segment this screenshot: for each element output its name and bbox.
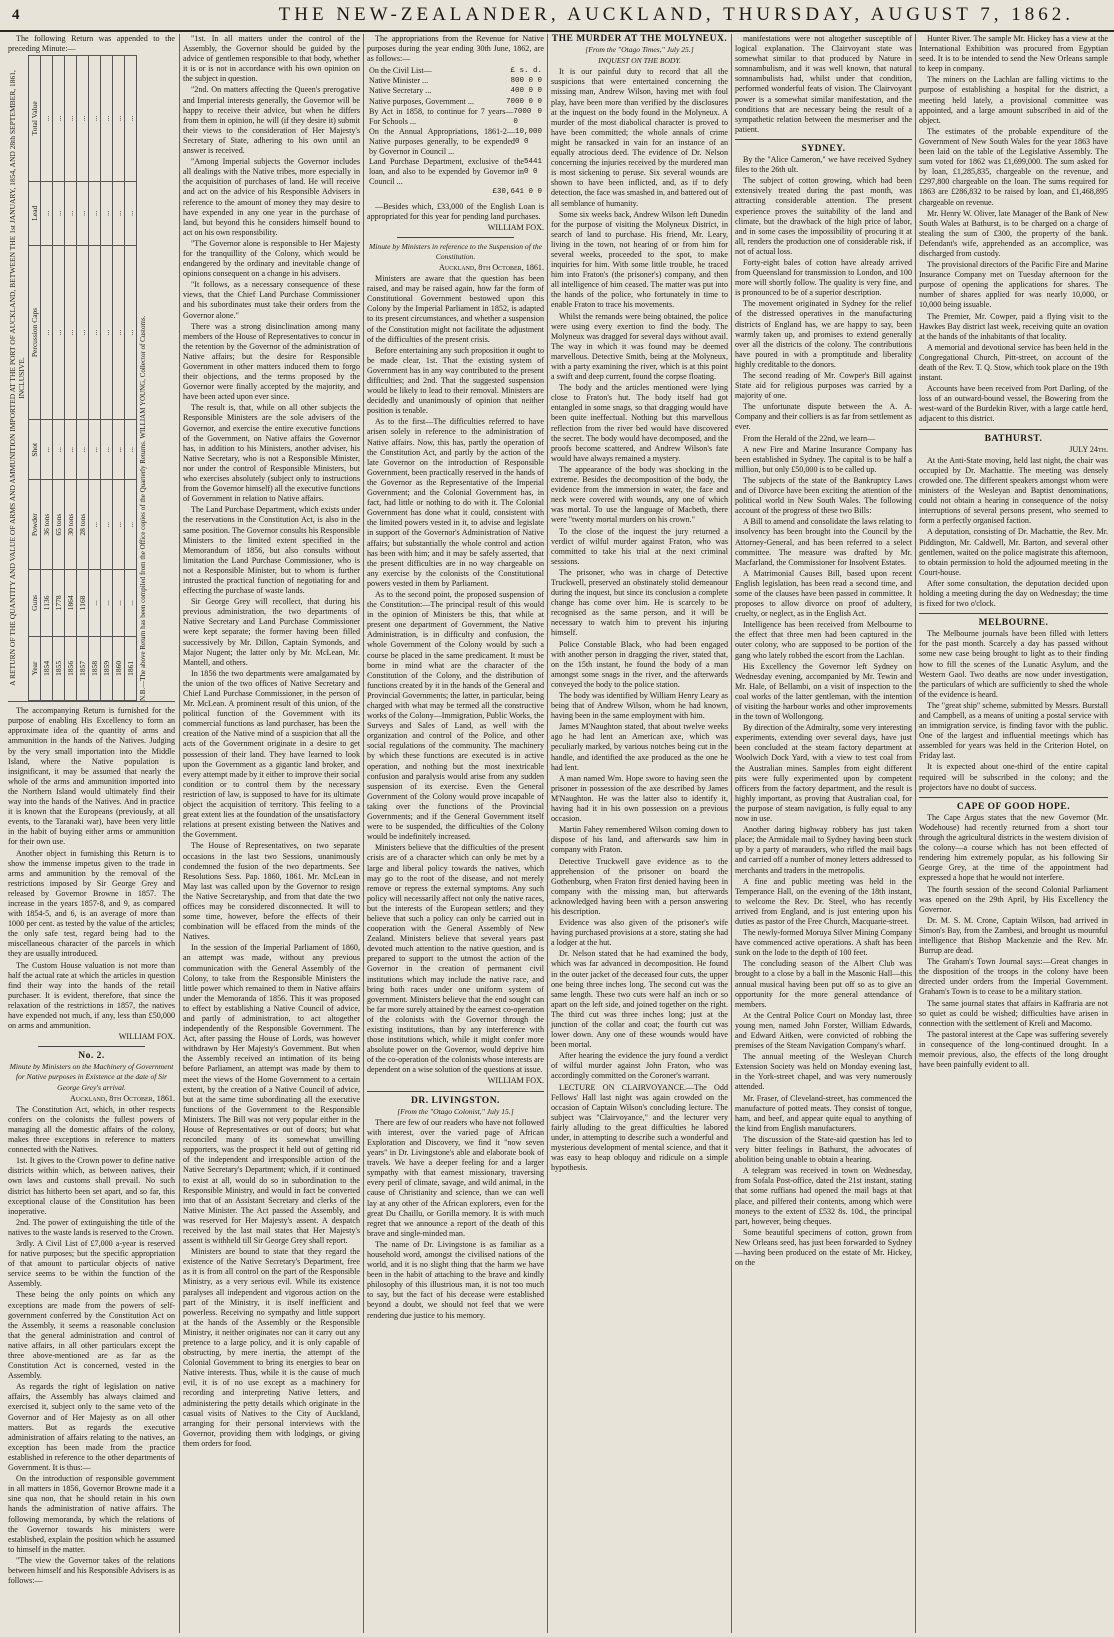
- paragraph: The newly-formed Moruya Silver Mining Company have commenced active operations. A shaft has been sunk on the lode to the depth of 100 feet.: [735, 928, 912, 958]
- return-intro: The following Return was appended to the preceding Minute:—: [8, 34, 175, 54]
- columns: [8, 34, 1108, 1633]
- appropriation-amount: 10,000 0 0: [514, 127, 542, 146]
- table-header: Shot: [29, 420, 41, 480]
- signature: WILLIAM FOX.: [487, 1076, 544, 1086]
- table-caption: A RETURN OF THE QUANTITY AND VALUE OF ARMS AND AMMUNITION IMPORTED AT THE PORT OF AUCKLAND, BETWEEN THE 1st JANUARY, 1854, AND 28th SEPTEMBER, 1861, INCLUSIVE.: [8, 70, 26, 687]
- paragraph: After hearing the evidence the jury found a verdict of wilful murder against John Fraton, who was accordingly committed on the Coroner's warrant.: [551, 1051, 728, 1081]
- table-cell: 1864: [65, 570, 77, 637]
- paragraph: Some beautiful specimens of cotton, grown from New Orleans seed, has just been forwarded to Sydney—having been produced on the estate of Mr. Hickey, on the: [735, 1227, 912, 1268]
- paragraph: The appropriations from the Revenue for Native purposes during the year ending 30th June, 1862, are as follows:—: [367, 34, 544, 64]
- paragraph: The subjects of the state of the Bankruptcy Laws and of Divorce have been exciting the attention of the political world in New South Wales. The following account of the progress of these two Bills:: [735, 475, 912, 516]
- divider: [367, 1091, 544, 1092]
- paragraph: The provisional directors of the Pacific Fire and Marine Insurance Company met on Tuesday afternoon for the purpose of opening the applications for shares. The number of shares applied for was nearly 10,000, or 10,000 being issuable.: [919, 260, 1108, 310]
- appropriation-row: [367, 107, 544, 127]
- appropriation-amount: 800 0 0: [510, 77, 542, 86]
- table-cell: ...: [113, 420, 125, 480]
- appropriation-label: On the Civil List—: [369, 66, 432, 76]
- table-cell: ...: [113, 245, 125, 419]
- minute-title: Minute by Ministers in reference to the Suspension of the Constitution.: [368, 241, 542, 261]
- paragraph: The concluding season of the Albert Club was brought to a close by a ball in the Masonic Hall—this annual musical having been put off so as to give an opportunity for the more general attendance of members.: [735, 959, 912, 1009]
- appropriation-amount: £ s. d.: [510, 67, 542, 76]
- paragraph: Ministers believe that the difficulties of the present crisis are of a character which can only be met by a large and liberal policy towards the natives, which may go to the root of the disease, and not merely remove or repress the external symptoms. Any such policy will necessarily affect not only the native races, but the interests of the European settlers; and they believe that such a policy can only be carried out in cooperation with the General Assembly of New Zealand. Ministers believe that several years past devoted much attention to the native question, and is prepared to support to the utmost the action of the Governor in the creation of permanent civil institutions which may include the native race, and bring both races under one uniform system of government. Ministers believe that the end sought can be far more surely attained by the earnest co-operation of the colonists with the Governor through the existing institutions, than by any interference with those institutions which, while it might confer more absolute power on the Governor, would deprive him of the co-operation of the colonists whose interests are dependent on a wise solution of the questions at issue.: [367, 843, 544, 1075]
- paragraph: There was a strong disinclination among many members of the House of Representatives to concur in the retention by the Governor of the administration of Native affairs; but the desire for Responsible Government in other matters induced them to forgo their objections, and the terms proposed by the Governor were finally accepted by the majority, and have been acted upon ever since.: [183, 321, 360, 402]
- article-headline: MELBOURNE.: [978, 618, 1049, 629]
- paragraph: Sir George Grey will recollect, that during his previous administration, the two departments of Native Secretary and Land Purchase Commissioner were kept separate; the former having been filled successively by Mr. Dillon, Captain Symonds, and Major Nugent; the latter only by Mr. McLean, Mr. Mantell, and others.: [183, 597, 360, 667]
- paragraph: Police Constable Black, who had been engaged with another person in dragging the river, stated that, on the 15th instant, he found the body of a man amongst some snags in the river, and the afterwards conveyed the body to the police station.: [551, 639, 728, 689]
- paragraph: The Custom House valuation is not more than half the actual rate at which the articles in question find their way into the hands of the retail purchaser. It is evident, therefore, that since the relaxation of the restrictions in 1857, the natives have expended not much, if any, less than £50,000 on arms and ammunition.: [8, 960, 175, 1031]
- table-row: [125, 56, 137, 701]
- table-cell: ...: [113, 480, 125, 570]
- article-headline: CAPE OF GOOD HOPE.: [956, 801, 1071, 812]
- column-2: [183, 34, 360, 1633]
- paragraph: The House of Representatives, on two separate occasions in the last two Sessions, unanimously condemned the fusion of the two departments. See Resolutions Sess. Pap. 1860, 1861. Mr. McLean in May last was called upon by the Governor to resign the Native Secretaryship, and from that date the two offices may be considered disconnected. It will to some time, however, before the effects of their combination will be effaced from the minds of the Natives.: [183, 841, 360, 942]
- paragraph: From the Herald of the 22nd, we learn—: [743, 433, 876, 443]
- paragraph: The Constitution Act, which, in other respects confers on the colonists the fullest powers of managing all the domestic affairs of the colony, makes three exceptions in reference to matters connected with the Natives.: [8, 1104, 175, 1155]
- table-row: [77, 56, 89, 701]
- paragraph: 2nd. The power of extinguishing the title of the natives to the waste lands is reserved to the Crown.: [8, 1217, 175, 1237]
- article-headline: SYDNEY.: [801, 143, 846, 154]
- dateline: JULY 24th.: [1069, 444, 1108, 454]
- page-number: 4: [12, 6, 20, 23]
- paragraph: Accounts have been received from Port Darling, of the loss of an outward-bound vessel, the Bowering from the west-ward of the Burdekin River, with a large cattle herd, adjacent to this district.: [919, 384, 1108, 424]
- table-cell: ...: [77, 245, 89, 419]
- paragraph: Some six weeks back, Andrew Wilson left Dunedin for the purpose of visiting the Molyneux District, in search of land to purchase. His friend, Mr. Leary, living in the town, not hearing of or from him for several weeks, proceeded to the spot, to make inquiries for him. With some little trouble, he traced him into Fraton's (the prisoner's) company, and then all intelligence of him ceased. The matter was put into the hands of the police, who fortunately in time to enable Fraton to trace his movements.: [551, 209, 728, 310]
- table-cell: 1856: [65, 637, 77, 701]
- column-rule: [179, 34, 180, 1633]
- paragraph: James M'Naughton stated, that about twelve weeks ago he had lent an American axe, which was peculiarly marked, by various notches being cut in the handle, and identified the axe produced as the one he had lent.: [551, 722, 728, 772]
- appropriation-amount: 7000 0 0: [505, 97, 542, 106]
- paragraph: The movement originated in Sydney for the relief of the distressed operatives in the manufacturing districts of England has, we are happy to say, been warmly taken up, and promises to extend generally over all the districts of the colony. The contributions have poured in with a promptitude and liberality highly creditable to the donors.: [735, 299, 912, 369]
- appropriation-row: [367, 157, 544, 187]
- paragraph: 3rdly. A Civil List of £7,000 a-year is reserved for native purposes; but the specific appropriation of that amount to particular objects of native service seems to be within the function of the Assembly.: [8, 1238, 175, 1289]
- appropriation-label: Native Minister ...: [369, 76, 429, 86]
- table-cell: ...: [89, 420, 101, 480]
- paragraph: The accompanying Return is furnished for the purpose of enabling His Excellency to form an approximate idea of the quantity of arms and ammunition in the hands of the Natives. Judging by the very small importation into the Middle Island, where the Native population is insignificant, it may be assumed that nearly the whole of the arms and ammunition imported into the Northern Island would ultimately find their way into the hands of the Natives. And in practice it is known that the Europeans (previously, at all events, to the Taranaki war), have been very little in the habit of buying either arms or ammunition for their own use.: [8, 706, 175, 847]
- table-cell: ...: [125, 420, 137, 480]
- divider: [919, 613, 1108, 614]
- table-cell: ...: [65, 181, 77, 245]
- paragraph: By the "Alice Cameron," we have received Sydney files to the 26th ult.: [735, 155, 912, 175]
- table-cell: ...: [113, 56, 125, 182]
- appropriation-amount: 7000 0 0: [513, 107, 542, 126]
- table-cell: 1860: [113, 637, 125, 701]
- table-cell: ...: [77, 181, 89, 245]
- article-subheading: INQUEST ON THE BODY.: [598, 56, 681, 66]
- paragraph: Hunter River. The sample Mr. Hickey has a view at the International Exhibition was procured from Egyptian seed. It is to be intended to send the New Orleans sample to keep in company.: [919, 34, 1108, 74]
- appropriation-total: £30,641 0 0: [492, 188, 542, 197]
- paragraph: As to the second point, the proposed suspension of the Constitution:—The principal result of this would in the opinion of Ministers be this, that while at present one department of Government, the Native Administration, is in difficulty and confusion, the whole Government of the Colony would by such a course be placed in the same predicament. It must be borne in mind what are the character of the Constitution of the Colony, and the distribution of functions created by it in the hands of the General and Provincial Governments; the latter, in particular, being charged with what may be termed all the constructive works of the Colony—Immigration, Public Works, the Surveys and Sales of Land, as well with the organization and control of the Police, and other social regulations of the community. The machinery by which these functions are executed is in active operation, and nothing but the most inextricable confusion and paralysis would arise from any sudden suspension of its exercise. Even the General Government of the Colony would prove incapable of taking over the functions of the Provincial Governments; and if the General Government itself were to be suspended, the difficulties of the Colony would be indefinitely increased.: [367, 589, 544, 842]
- signature: WILLIAM FOX.: [118, 1032, 175, 1042]
- paragraph: The estimates of the probable expenditure of the Government of New South Wales for the year 1863 have been laid on the table of the Legislative Assembly. The sum voted for 1862 was £1,699,000. The sum asked for by loan, £1,285,835, chargeable on the revenue, and £297,800 chargeable on the loan. The sums required for 1863 are £286,832 to be raised by loan, and £1,468,895 chargeable on revenue.: [919, 126, 1108, 207]
- paragraph: A Matrimonial Causes Bill, based upon recent English legislation, has been read a second time, and some of the clauses have been passed in committee. It proposes to allow divorce on proof of adultery, cruelty, or neglect, as in the English Act.: [735, 568, 912, 619]
- minute-date: Auckland, 8th October, 1861.: [439, 262, 544, 272]
- table-cell: 36 tons: [41, 480, 53, 570]
- column-5: [735, 34, 912, 1633]
- appropriation-row: [367, 86, 544, 96]
- article-source: [From the "Otago Times," July 25.]: [585, 45, 694, 55]
- paragraph: The unfortunate dispute between the A. A. Company and their colliers is as far from settlement as ever.: [735, 402, 912, 432]
- paragraph: The discussion of the State-aid question has led to very bitter feelings in Bathurst, the advocates of abolition being unable to obtain a hearing.: [735, 1134, 912, 1165]
- paragraph: Mr. Henry W. Oliver, late Manager of the Bank of New South Wales at Bathurst, is to be charged on a charge of stealing the sum of £300, the property of the bank. Defendant's wife, apprehended as an accomplice, was discharged from custody.: [919, 208, 1108, 258]
- column-6: [919, 34, 1108, 1633]
- paragraph: The annual meeting of the Wesleyan Church Extension Society was held on Monday evening last, in the York-street chapel, and was very numerously attended.: [735, 1052, 912, 1092]
- table-cell: ...: [125, 570, 137, 637]
- table-cell: ...: [53, 181, 65, 245]
- divider: [919, 797, 1108, 798]
- paragraph: It is our painful duty to record that all the suspicions that were entertained concerning the missing man, Andrew Wilson, having met with foul play, have been more than verified by the disclosures at the inquest on the body found in the Molyneux. A murder of the most diabolical character is proved to have been committed; the whole annals of crime might be ransacked in vain for an instance of an equally atrocious deed. The evidence of Dr. Nelson concerning the injuries received by the murdered man is most sickening to peruse. Six several wounds are shown to have been inflicted, and, as if to defy detection, the face was smashed in, and battered out of all semblance of humanity.: [551, 67, 728, 208]
- paragraph: In the session of the Imperial Parliament of 1860, an attempt was made, without any previous communication with the General Assembly of the Colony, to take from the Responsible Ministers the little power which remained to them in Native affairs under the Memoranda of 1856. This it was proposed to effect by establishing a Native Council of advice, and partly of administration, to act altogether independently of the Responsible Government. The Act, after passing the House of Lords, was however withdrawn by Her Majesty's Government. But when the Assembly received an intimation of its being before Parliament, an attempt was made by them to meet the views of the Home Government to a certain extent, by the creation of a Native Council of advice, but at the same time subordinating all the executive functions of the Government to the Responsible Ministers. The Bill was not very popular either in the House of Representatives or out of doors; but what reconciled many of its somewhat unwilling supporters, was the prospect it held out of getting rid of the independent and irresponsible action of the Native Secretary's Department; which, if it continued to exist at all, would do so in subordination to the Responsible Ministry, and would in fact be converted into that of an Assistant Secretary and clerks of the Native Minister. The Act passed the Assembly, and was reserved for Her Majesty's assent. A despatch received by the last mail states that Her Majesty's assent is withheld till Sir George Grey shall report.: [183, 943, 360, 1246]
- appropriation-label: By Act in 1858, to continue for 7 years—For Schools ...: [369, 106, 514, 126]
- divider: [735, 139, 912, 140]
- table-header: Guns: [29, 570, 41, 637]
- minute-date: Auckland, 8th October, 1861.: [70, 1093, 175, 1103]
- paragraph: The body was identified by William Henry Leary as being that of Andrew Wilson, whom he had known, having been in the same employment with him.: [551, 691, 728, 721]
- table-row: [89, 56, 101, 701]
- signature: WILLIAM FOX.: [487, 222, 544, 232]
- paragraph: Dr. M. S. M. Crone, Captain Wilson, had arrived in Simon's Bay, from the Zambesi, and brought us mournful intelligence that Bishop Mackenzie and the Rev. Mr. Burrup are dead.: [919, 915, 1108, 956]
- table-cell: ...: [125, 480, 137, 570]
- paragraph: manifestations were not altogether susceptible of logical explanation. The Clairvoyant state was somewhat similar to that produced by Nature in somnambulism, and it was well known, that natural somnambulists had, whilst under that condition, performed wonderful feats of vision. The Clairvoyant power is a somewhat similar manifestation, and the conditions that are necessary being the result of a sympathetic relation between the mesmeriser and the patient.: [735, 34, 912, 134]
- divider: [919, 429, 1108, 430]
- paragraph: At the Central Police Court on Monday last, three young men, named John Forster, William Edwards, and Edward Aitken, were convicted of robbing the premises of the Steam Navigation Company's wharf.: [735, 1010, 912, 1051]
- table-row: [113, 56, 125, 701]
- paragraph: In 1856 the two departments were amalgamated by the union of the two offices of Native Secretary and Chief Land Purchase Commissioner, in the person of Mr. McLean. A prominent result of this union, of the political function of the Government with its commercial functions as land purchaser, has been the creation of the Native mind of a suspicion that all the acts of the Government originate in a desire to get possession of their land. They have learned to look upon the Government as a gigantic land broker, and every attempt made by it either to improve their social condition or to control them by the necessary restriction of law, is supposed to have for its ultimate object the acquisition of territory. This feeling to a great extent lies at the foundation of the unsatisfactory relations at present existing between the Natives and the Government.: [183, 668, 360, 840]
- paragraph: At the Anti-State moving, held last night, the chair was occupied by Dr. Machattie. The meeting was densely crowded one. The different speakers amongst whom were ministers of the Wesleyan and Baptist denominations, could not obtain a hearing in consequence of the noisy interruptions of several persons present, who seemed to form a perfectly organised faction.: [919, 455, 1108, 526]
- table-cell: ...: [125, 245, 137, 419]
- paragraph: As regards the right of legislation on native affairs, the Assembly has always claimed and exercised it, subject only to the same veto of the Governor and of Her Majesty as on all other matters. But as regards the executive administration of affairs relating to the natives, an exception has been made from the practice established in reference to the other departments of Government. It is thus:—: [8, 1382, 175, 1473]
- column-1: [8, 34, 175, 1633]
- paragraph: Forty-eight bales of cotton have already arrived from Queensland for transmission to London, and 100 more will shortly follow. The quality is very fine, and is pronounced to be of a superior description.: [735, 257, 912, 298]
- appropriation-amount: 400 0 0: [510, 87, 542, 96]
- table-cell: ...: [101, 480, 113, 570]
- column-rule: [363, 34, 364, 1633]
- paragraph: On the introduction of responsible government in all matters in 1856, Governor Browne made it a sine qua non, that he should retain in his own hands the administration of native affairs. The following memoranda, by which the relations of the Governor towards his ministers were established, explain the position which he assumed to himself in the matter.: [8, 1474, 175, 1554]
- table-cell: 1136: [41, 570, 53, 637]
- paragraph: 1st. It gives to the Crown power to define native districts within which, as between natives, their own laws and customs shall prevail. No such district has hitherto been set apart, and so far, this exceptional clause of the Constitution has been inoperative.: [8, 1156, 175, 1216]
- arms-return-table: [8, 55, 175, 701]
- table-cell: 1859: [101, 637, 113, 701]
- paragraph: The fourth session of the second Colonial Parliament was opened on the 29th April, by His Excellency the Governor.: [919, 884, 1108, 914]
- paragraph: "1st. In all matters under the control of the Assembly, the Governor should be guided by the advice of gentlemen responsible to that body, whether it is or is not in accordance with his own opinion on the subject in question.: [183, 34, 360, 84]
- paragraph: After some consultation, the deputation decided upon holding a meeting during the day on Wednesday; the time is fixed for two o'clock.: [919, 578, 1108, 609]
- table-cell: 1857: [77, 637, 89, 701]
- paragraph: As to the first—The difficulties referred to have arisen solely in reference to the administration of Native affairs. Now, this has, partly the operation of the Constitution Act, and partly by the action of the late Governor on the introduction of Responsible Government, been practically reserved in the hands of the Governor as the Representative of the Imperial Government; and the Colonial Government has, in fact, had little or nothing to do with it. The Colonial Government has done what it could, consistent with the limited powers vested in it, to advise and legislate in support of the Governor's Administration of Native affairs; but substantially the whole control and action has been with him; and it may be safely asserted, that the present difficulties are in no way chargeable on any exercise by the colonists of the Constitutional powers vested in them by Parliament.: [367, 417, 544, 588]
- paragraph: "2nd. On matters affecting the Queen's prerogative and Imperial interests generally, the Governor will be happy to receive their advice, but when he differs from them in opinion, he will (if they desire it) submit their views to the consideration of Her Majesty's Secretary of State, adhering to his own until an answer is received.: [183, 85, 360, 156]
- table-cell: ...: [101, 56, 113, 182]
- table-cell: 30 tons: [65, 480, 77, 570]
- column-rule: [547, 34, 548, 1633]
- table-cell: ...: [77, 420, 89, 480]
- table-cell: ...: [53, 420, 65, 480]
- paragraph: The miners on the Lachlan are falling victims to the purpose of establishing a hospital for the district, a meeting held lately, a provisional committee was appointed, and a large amount subscribed in aid of the object.: [919, 75, 1108, 125]
- data-table: [28, 55, 137, 701]
- paragraph: The Premier, Mr. Cowper, paid a flying visit to the Hawkes Bay district last week, receiving quite an ovation at the hands of the inhabitants of that locality.: [919, 311, 1108, 341]
- table-header: Lead: [29, 181, 41, 245]
- paragraph: The subject of cotton growing, which had been extensively treated during the past month, was attracting considerable attention. The present experience proves the suitability of the land and climate, but the drawback of the high price of labor, and in some cases the impossibility of procuring it at all, renders the production one of considerable risk, if not of actual loss.: [735, 176, 912, 256]
- paragraph: His Excellency the Governor left Sydney on Wednesday evening, accompanied by Mr. Tewin and Mr. Hale, of Bellambi, on a visit of inspection to the coal works of the latter gentleman, with the intention of visiting the harbour works and other improvements in the town of Wollongong.: [735, 661, 912, 722]
- paragraph: A new Fire and Marine Insurance Company has been established in Sydney. The capital is to be half a million, but only £50,000 is to be called up.: [735, 444, 912, 474]
- column-3: [367, 34, 544, 1633]
- table-cell: ...: [101, 420, 113, 480]
- table-cell: ...: [41, 56, 53, 182]
- table-row: [41, 56, 53, 701]
- paragraph: A memorial and devotional service has been held in the Congregational Church, Pitt-street, on account of the death of the Rev. T. Q. Stow, which took place on the 19th instant.: [919, 342, 1108, 383]
- table-cell: ...: [101, 245, 113, 419]
- table-cell: ...: [89, 570, 101, 637]
- article-headline: BATHURST.: [984, 433, 1043, 444]
- table-row: [101, 56, 113, 701]
- column-rule: [915, 34, 916, 1633]
- paragraph: The second reading of Mr. Cowper's Bill against State aid for religious purposes was carried by a majority of one.: [735, 371, 912, 401]
- table-cell: ...: [65, 56, 77, 182]
- paragraph: "The view the Governor takes of the relations between himself and his Responsible Advisers is as follows:—: [8, 1555, 175, 1586]
- paragraph: "The Governor alone is responsible to Her Majesty for the tranquillity of the Colony, which would be endangered by the ordinary and inevitable change of opinions consequent on a change in his advisers.: [183, 238, 360, 279]
- paragraph: The same journal states that affairs in Kaffraria are not so quiet as could be wished; difficulties have arisen in connection with the settlement of Kreli and Macomo.: [919, 998, 1108, 1028]
- paragraph: The Cape Argus states that the new Governor (Mr. Wodehouse) had recently returned from a short tour through the agricultural districts in the western division of the colony—a course which has not been effected of rendering him extremely popular, as his following Sir George Grey, at the time of the appointment had expressed a hope that he would not interfere.: [919, 812, 1108, 883]
- paragraph: Ministers are aware that the question has been raised, and may be raised again, how far the form of Constitutional Government bestowed upon this Colony by the Imperial Parliament in 1852, is adapted to its present circumstances, and whether a suspension of the Constitution might not facilitate the adjustment of the difficulties of the present crisis.: [367, 274, 544, 344]
- appropriation-total-row: [367, 187, 544, 197]
- paragraph: Detective Truckwell gave evidence as to the apprehension of the prisoner on board the Gothenburg, when Fraton first denied having been in company with the missing man, but afterwards acknowledged having been with a person answering his description.: [551, 856, 728, 916]
- table-cell: ...: [125, 56, 137, 182]
- table-cell: ...: [89, 480, 101, 570]
- article-headline: THE MURDER AT THE MOLYNEUX.: [551, 34, 728, 44]
- masthead: [0, 0, 1114, 32]
- paragraph: The appearance of the body was shocking in the extreme. Besides the decomposition of the body, the evidence from the immersion in water, the face and neck were covered with wounds, any one of which was mortal. To use the language of Macbeth, there were "twenty mortal murders on his crown.": [551, 464, 728, 525]
- paragraph: The Graham's Town Journal says:—Great changes in the disposition of the troops in the colony have been directed under orders from the Imperial Government. Graham's Town is to cease to be a military station.: [919, 957, 1108, 997]
- table-cell: ...: [41, 245, 53, 419]
- table-cell: ...: [65, 420, 77, 480]
- paragraph: The Melbourne journals have been filled with letters for the past month. Scarcely a day has passed without some new case being brought to light as to their finding how to fill the scenes of the Lunatic Asylum, and the Western Gaol. Two deaths are now under investigation, the particulars of which are sufficiently to shed the whole of the evidence is heard.: [919, 629, 1108, 699]
- paragraph: Martin Fahey remembered Wilson coming down to dispose of his land, and afterwards saw him in company with Fraton.: [551, 825, 728, 855]
- table-cell: 1778: [53, 570, 65, 637]
- table-cell: ...: [89, 245, 101, 419]
- paragraph: Another object in furnishing this Return is to show the immense impetus given to the trade in arms and ammunition by the removal of the restrictions imposed by Sir George Grey and released by Governor Browne in 1857. The increase in the years 1857-8, and 9, as compared with 1854-5, and 6, is an average of more than 1000 per cent. as tested by the value of the articles; the only safe test, regard being had to the miscellaneous character of the parcels in which they are usually introduced.: [8, 848, 175, 959]
- table-cell: ...: [125, 181, 137, 245]
- appropriation-label: On the Annual Appropriations, 1861-2—Native purposes generally, to be expended by Governor in Council ...: [369, 126, 515, 157]
- paragraph: There are few of our readers who have not followed with interest, over the varied page of African Exploration and Discovery, we find it "now seven years" in Dr. Livingstone's able and elaborate book of travels. We have a deeper feeling for and a larger sympathy with that earnest missionary, traversing every peril of climate, savage, and wild animal, in the cause of Christianity and science, than we can well lay at any other of the African explorers, even for the great Du Chaillu, or Gorilla memory. It is with much regret that we announce a report of the death of this brave and single-minded man.: [367, 1117, 544, 1238]
- table-cell: ...: [77, 56, 89, 182]
- paragraph: Mr. Fraser, of Cleveland-street, has commenced the manufacture of potted meats. They consist of tongue, ham, and beef, and appear quite equal to anything of the kind from English manufacturers.: [735, 1093, 912, 1133]
- appropriations-table: [367, 66, 544, 197]
- table-row: [65, 56, 77, 701]
- paragraph: Before entertaining any such proposition it ought to be made clear, 1st. That the existing system of Government has in any way contributed to the present difficulties; and 2nd. That the suggested suspension would be likely to lead to their removal. Ministers are decidedly and unanimously of opinion that neither position is tenable.: [367, 345, 544, 416]
- paragraph: By direction of the Admiralty, some very interesting experiments, extending over several days, have just been concluded at the steam factory department at Woolwich Dock Yard, with a view to test coal from the Australian mines. Samples from eight different pits were fully experimented upon by competent officers from the factory department, and the result is highly important, as proving that Australian coal, for the purpose of steam navigation, is fully equal to any now in use.: [735, 723, 912, 824]
- column-rule: [731, 34, 732, 1633]
- paragraph: A fine and public meeting was held in the Temperance Hall, on the evening of the 18th instant, to welcome the Rev. Dr. Steel, who has recently arrived from England, and is just entering upon his duties as pastor of the Free Church, Macquarie-street.: [735, 876, 912, 926]
- paragraph: "It follows, as a necessary consequence of these views, that the Chief Land Purchase Commissioner and his subordinates must take their orders from the Governor alone.": [183, 280, 360, 320]
- table-note: N.B.—The above Return has been compiled from the Office copies of the Quarterly Returns. WILLIAM YOUNG, Collector of Customs.: [139, 315, 147, 702]
- paragraph: "Among Imperial subjects the Governor includes all dealings with the Native tribes, more especially in the acquisition of purchases of land. He will receive and act on the advice of his Responsible Advisers in reference to the amount of money they may desire to have expended in any one year in the purchase of land, but beyond this he considers himself bound to act on his own responsibility.: [183, 157, 360, 237]
- appropriation-row: [367, 66, 544, 76]
- appropriation-row: [367, 97, 544, 107]
- paragraph: —Besides which, £33,000 of the English Loan is appropriated for this year for pending land purchases.: [367, 201, 544, 221]
- section-number: No. 2.: [78, 1051, 105, 1062]
- table-cell: ...: [113, 181, 125, 245]
- paragraph: LECTURE ON CLAIRVOYANCE.—The Odd Fellows' Hall last night was again crowded on the occasion of Captain Wilson's concluding lecture. The subject was "Clairvoyance," and the lecturer very fairly alluding to the great difficulties he labored under, in attempting to describe such a wonderful and mysterious development of mental science, and that it was easy to heap obloquy and ridicule on a simple hypothesis.: [551, 1082, 728, 1173]
- table-cell: 1854: [41, 637, 53, 701]
- table-cell: ...: [53, 245, 65, 419]
- table-cell: 1858: [89, 637, 101, 701]
- appropriation-label: Land Purchase Department, exclusive of the loan, and also to be expended by Governor in Council ...: [369, 157, 524, 187]
- table-header: Year: [29, 637, 41, 701]
- appropriation-amount: 5441 0 0: [523, 158, 542, 177]
- paragraph: Intelligence has been received from Melbourne to the effect that three men had been captured in the outer colony, who are supposed to be portion of the gang who lately robbed the escort from the Lachlan.: [735, 620, 912, 660]
- table-cell: 65 tons: [53, 480, 65, 570]
- table-cell: ...: [41, 420, 53, 480]
- table-cell: ...: [113, 570, 125, 637]
- appropriation-row: [367, 76, 544, 86]
- paragraph: The prisoner, who was in charge of Detective Truckwell, preserved an obstinately stolid demeanour during the inquest, but since its conclusion a complete change has come over him. He is scarcely to be recognised as the same person, and it will be necessary to watch him to prevent his injuring himself.: [551, 567, 728, 638]
- paragraph: A man named Wm. Hope swore to having seen the prisoner in possession of the axe described by James M'Naughton. He was the latter also to identify it, having had it in his own possession on a previous occasion.: [551, 773, 728, 824]
- table-cell: ...: [101, 570, 113, 637]
- appropriation-row: [367, 127, 544, 157]
- paragraph: A telegram was received in town on Wednesday, from Sofala Post-office, dated the 21st instant, stating that some ruffians had opened the mail bags at that place, and pilfered their contents, among which were moneys to the extent of £532 8s. 10d., the principal part, however, being cheques.: [735, 1166, 912, 1226]
- table-header-row: [29, 56, 41, 701]
- paragraph: Another daring highway robbery has just taken place; the Armidale mail to Sydney having been stuck up by a party of marauders, who rifled the mail bags and carried off a number of money letters addressed to merchants and traders in the metropolis.: [735, 825, 912, 875]
- paragraph: It is expected about one-third of the entire capital required will be subscribed in the colony; and the projectors have no doubt of success.: [919, 762, 1108, 792]
- newspaper-title: THE NEW-ZEALANDER, AUCKLAND, THURSDAY, AUGUST 7, 1862.: [278, 4, 1074, 25]
- appropriation-label: Native purposes, Government ...: [369, 96, 474, 106]
- paragraph: The name of Dr. Livingstone is as familiar as a household word, amongst the civilised nations of the world, and it is no slight thing that the harm we have been in the habit of attaching to the brave and kindly philosophy of this illustrious man, it is not too much to say, but the fact of his decease were established beyond a doubt, we should not feel that we were rendering due justice to his memory.: [367, 1239, 544, 1320]
- table-cell: ...: [53, 56, 65, 182]
- table-cell: ...: [101, 181, 113, 245]
- paragraph: The body and the articles mentioned were lying close to Fraton's hut. The body itself had got entangled in some snags, so that dragging would have been quite ineffectual. Nothing but this marvellous reflection from the river bed would have discovered the secret. The body would have decomposed, and the proofs become scattered, and Andrew Wilson's fate would have always remained a mystery.: [551, 383, 728, 463]
- paragraph: The "great ship" scheme, submitted by Messrs. Burstall and Campbell, as a means of uniting a postal service with an immigration service, is finding favor with the public. One of the largest and influential meetings which has assembled for years was held in the Criterion Hotel, on Friday last.: [919, 700, 1108, 761]
- appropriation-label: Native Secretary ...: [369, 86, 432, 96]
- table-cell: ...: [89, 56, 101, 182]
- paragraph: These being the only points on which any exceptions are made from the powers of self-government conferred by the Constitution Act on the Assembly, it seems a reasonable conclusion that the general administration and control of native affairs, in all other particulars except the three above-mentioned are as far as the Constitution Act is concerned, vested in the Assembly.: [8, 1290, 175, 1381]
- table-cell: ...: [65, 245, 77, 419]
- table-header: Total Value: [29, 56, 41, 182]
- paragraph: Dr. Nelson stated that he had examined the body, which was far advanced in decomposition. He found in the outer jacket of the deceased four cuts, the upper one being three inches long. The second cut was the same length. These two cuts were half an inch or so apart on the left side, and joined together on the right. The third cut was three inches long; just at the junction of the collar and coat; the fourth cut was lower down. Any one of these wounds would have been mortal.: [551, 949, 728, 1050]
- column-4: [551, 34, 728, 1633]
- paragraph: The pastoral interest at the Cape was suffering severely in consequence of the long-continued drought. In a memoir previous, also, the effects of the long drought have been painfully evident to all.: [919, 1029, 1108, 1070]
- paragraph: The Land Purchase Department, which exists under the reservations in the Constitution Act, is also in the same position. The Governor consults his Responsible Ministers to the limited extent specified in the Memorandum of 1856, but also consults without limitation the Land Purchase Commissioner, who is not a Responsible Minister, but to whom is further intrusted the practical function of negotiating for and effecting the purchase of waste lands.: [183, 505, 360, 596]
- paragraph: A Bill to amend and consolidate the laws relating to insolvency has been brought into the Council by the Attorney-General, and has been referred to a select committee. The measure was drafted by Mr. Macfarland, the Commissioner for Insolvent Estates.: [735, 517, 912, 567]
- paragraph: To the close of the inquest the jury returned a verdict of wilful murder against Fraton, who was committed to take his trial at the next criminal sessions.: [551, 526, 728, 566]
- minute-title: Minute by Ministers on the Machinery of Government for Native purposes in Existence at the date of Sir George Grey's arrival.: [9, 1062, 174, 1092]
- divider: [397, 237, 514, 238]
- divider: [38, 1046, 145, 1047]
- table-cell: ...: [41, 181, 53, 245]
- table-row: [53, 56, 65, 701]
- table-header: Powder: [29, 480, 41, 570]
- arms-return-table-region: [8, 55, 175, 702]
- paragraph: Evidence was also given of the prisoner's wife having purchased provisions at a store, stating she had a lodger at the hut.: [551, 918, 728, 948]
- table-cell: 1168: [77, 570, 89, 637]
- paragraph: A deputation, consisting of Dr. Machattie, the Rev. Mr. Piddington, Mr. Caldwell, Mr. Barton, and several other gentlemen, waited on the police magistrate this afternoon, to obtain permission to hold the adjourned meeting in the Court-house.: [919, 527, 1108, 577]
- table-header: Percussion Caps: [29, 245, 41, 419]
- paragraph: Whilst the remands were being obtained, the police were using every exertion to find the body. The Molyneux was dragged for several days without avail. The way in which it was found may be deemed marvellous. Detective Smith, being at the Molyneux, with a party examining the river, which is at this point a swift and deep current, found the corpse floating.: [551, 311, 728, 382]
- table-cell: 1861: [125, 637, 137, 701]
- paragraph: Ministers are bound to state that they regard the existence of the Native Secretary's Department, free as it is from all control on the part of the Responsible Ministry, as a very serious evil. While its existence paralyses all independent and vigorous action on the part of the Ministry, it is itself inefficient and powerless. Receiving no sympathy and little support at the hands of the Assembly or the Responsible Ministry, it neither originates nor can it carry out any pretence to a large policy, and it is only capable of obstructing, by mere inertia, the attempt of the Colonial Government to bring its energies to bear on Native interests. Thus, while it is the cause of much evil, it is of no use except as a machinery for recording and interpreting Native letters, and administering the petty details which originate in the casual visits of Natives to the City of Auckland, arranging for their personal interviews with the Governor, providing them with lodgings, or giving them orders for food.: [183, 1247, 360, 1448]
- table-cell: 1855: [53, 637, 65, 701]
- article-source: [From the "Otago Colonist," July 15.]: [397, 1106, 514, 1116]
- table-cell: ...: [89, 181, 101, 245]
- paragraph: The result is, that, while on all other subjects the Responsible Ministers are the sole advisers of the Governor, and exercise the entire executive functions of the Government, on Native affairs the Governor has, in addition to his Ministers, another adviser, his Native Secretary, who is not a Responsible Minister, nor under the control of Responsible Ministers, but who exercises absolutely (subject only to instructions from the Governor himself) all the executive functions of Government in relation to Native affairs.: [183, 403, 360, 504]
- article-headline: DR. LIVINGSTON.: [411, 1095, 500, 1106]
- table-cell: 28 tons: [77, 480, 89, 570]
